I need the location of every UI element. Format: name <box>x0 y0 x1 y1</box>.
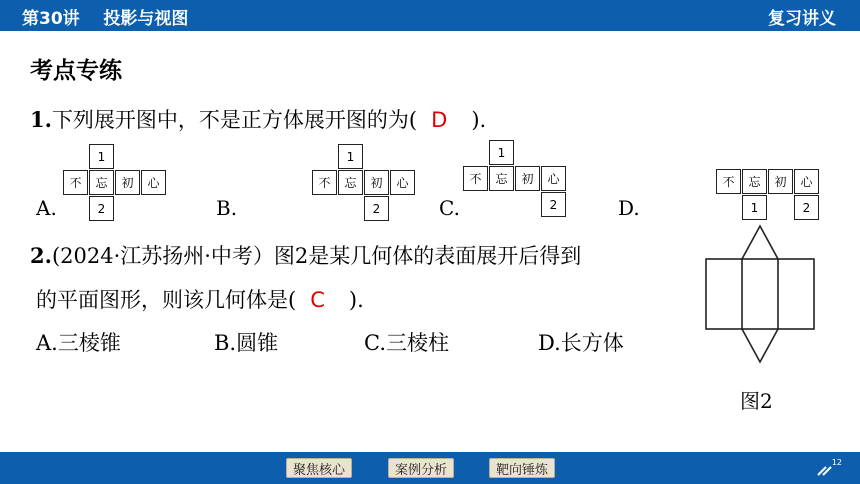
net-cell: 忘 <box>489 166 514 191</box>
net-cell: 1 <box>742 195 767 220</box>
question-text: 的平面图形，则该几何体是( <box>36 288 297 312</box>
net-cell: 1 <box>338 144 363 169</box>
net-cell: 2 <box>89 196 114 221</box>
net-outline <box>706 259 814 329</box>
q2-option-d: D.长方体 <box>538 331 624 355</box>
question-number: 1. <box>30 107 52 132</box>
net-top-triangle <box>742 226 778 259</box>
answer-mark: D <box>431 108 448 132</box>
net-cell: 1 <box>89 144 114 169</box>
net-cell: 不 <box>312 170 337 195</box>
section-title: 考点专练 <box>30 58 122 84</box>
net-cell: 2 <box>364 196 389 221</box>
net-cell: 2 <box>794 195 819 220</box>
question-2-line1 <box>30 240 581 270</box>
net-cell: 2 <box>541 192 566 217</box>
net-cell: 忘 <box>742 169 767 194</box>
net-cell: 心 <box>390 170 415 195</box>
net-cell: 不 <box>716 169 741 194</box>
figure-caption: 图2 <box>740 389 773 413</box>
net-cell: 心 <box>541 166 566 191</box>
q2-option-b: B.圆锥 <box>214 331 279 355</box>
question-2-line2 <box>36 284 364 314</box>
question-1 <box>30 104 486 134</box>
net-cell: 心 <box>794 169 819 194</box>
nav-label: 靶向锤炼 <box>496 462 549 478</box>
nav-label: 案例分析 <box>395 462 448 478</box>
option-c-label: C. <box>439 196 460 220</box>
page-number: 12 <box>831 458 842 467</box>
option-b-label: B. <box>216 196 238 220</box>
header-right-label: 复习讲义 <box>768 9 836 29</box>
net-cell: 不 <box>463 166 488 191</box>
net-cell: 初 <box>364 170 389 195</box>
nav-button-case-analysis[interactable] <box>388 458 454 478</box>
prism-net-figure <box>700 222 820 364</box>
q2-option-c: C.三棱柱 <box>364 331 449 355</box>
net-cell: 初 <box>515 166 540 191</box>
net-bottom-triangle <box>742 329 778 362</box>
net-cell: 忘 <box>89 170 114 195</box>
net-cell: 初 <box>768 169 793 194</box>
question-text-end: ). <box>471 108 487 132</box>
nav-button-targeted-practice[interactable] <box>489 458 555 478</box>
net-cell: 心 <box>141 170 166 195</box>
question-text-end: ). <box>348 288 364 312</box>
question-text: (2024·江苏扬州·中考）图2是某几何体的表面展开后得到 <box>51 244 582 268</box>
nav-label: 聚焦核心 <box>293 462 346 478</box>
q2-option-a: A.三棱锥 <box>36 331 121 355</box>
lesson-title: 第30讲 投影与视图 <box>22 9 189 29</box>
net-cell: 忘 <box>338 170 363 195</box>
net-cell: 不 <box>63 170 88 195</box>
option-a-label: A. <box>36 196 57 220</box>
nav-button-focus-core[interactable] <box>286 458 352 478</box>
answer-mark: C <box>310 288 325 312</box>
net-cell: 初 <box>115 170 140 195</box>
question-number: 2. <box>30 243 52 268</box>
net-cell: 1 <box>489 140 514 165</box>
option-d-label: D. <box>618 196 640 220</box>
page-indicator[interactable] <box>816 458 842 478</box>
question-text: 下列展开图中，不是正方体展开图的为( <box>51 108 418 132</box>
